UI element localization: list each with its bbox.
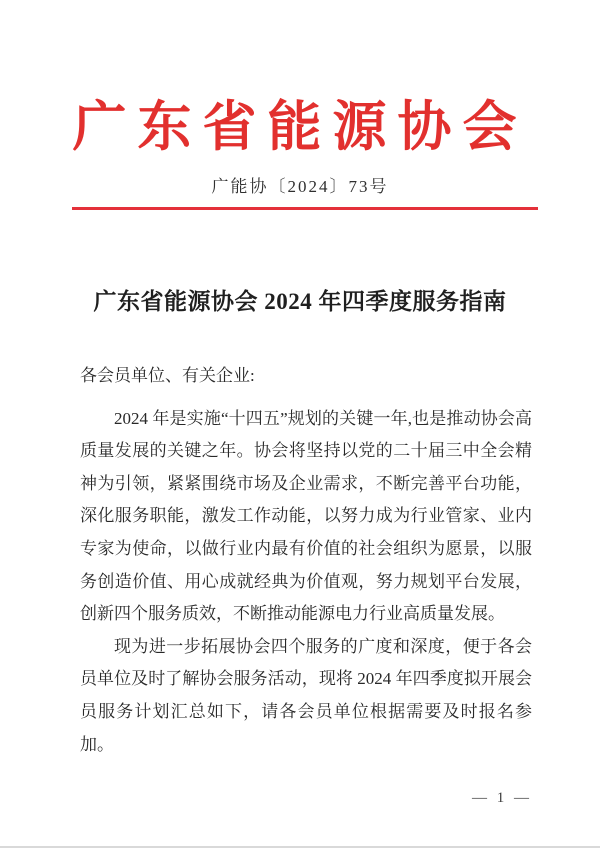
- body-paragraph: 2024 年是实施“十四五”规划的关键一年,也是推动协会高质量发展的关键之年。协会将坚持以党的二十届三中全会精神为引领，紧紧围绕市场及企业需求，不断完善平台功能，深化服务职能，激发工作动能，以努力成为行业管家、业内专家为使命，以做行业内最有价值的社会组织为愿景，以服务创造价值、用心成就经典为价值观，努力规划平台发展，创新四个服务质效，不断推动能源电力行业高质量发展。: [80, 408, 532, 624]
- organization-title: 广东省能源协会: [72, 97, 528, 157]
- body-paragraph: 现为进一步拓展协会四个服务的广度和深度，便于各会员单位及时了解协会服务活动，现将 2024 年四季度拟开展会员服务计划汇总如下，请各会员单位根据需要及时报名参加。: [80, 636, 532, 754]
- document-title: 广东省能源协会 2024 年四季度服务指南: [93, 289, 507, 314]
- red-divider-line: [72, 207, 538, 210]
- page-number: — 1 —: [472, 790, 532, 806]
- document-body: [80, 360, 532, 761]
- document-number: 广能协〔2024〕73号: [211, 177, 389, 196]
- salutation-line: 各会员单位、有关企业:: [80, 366, 255, 385]
